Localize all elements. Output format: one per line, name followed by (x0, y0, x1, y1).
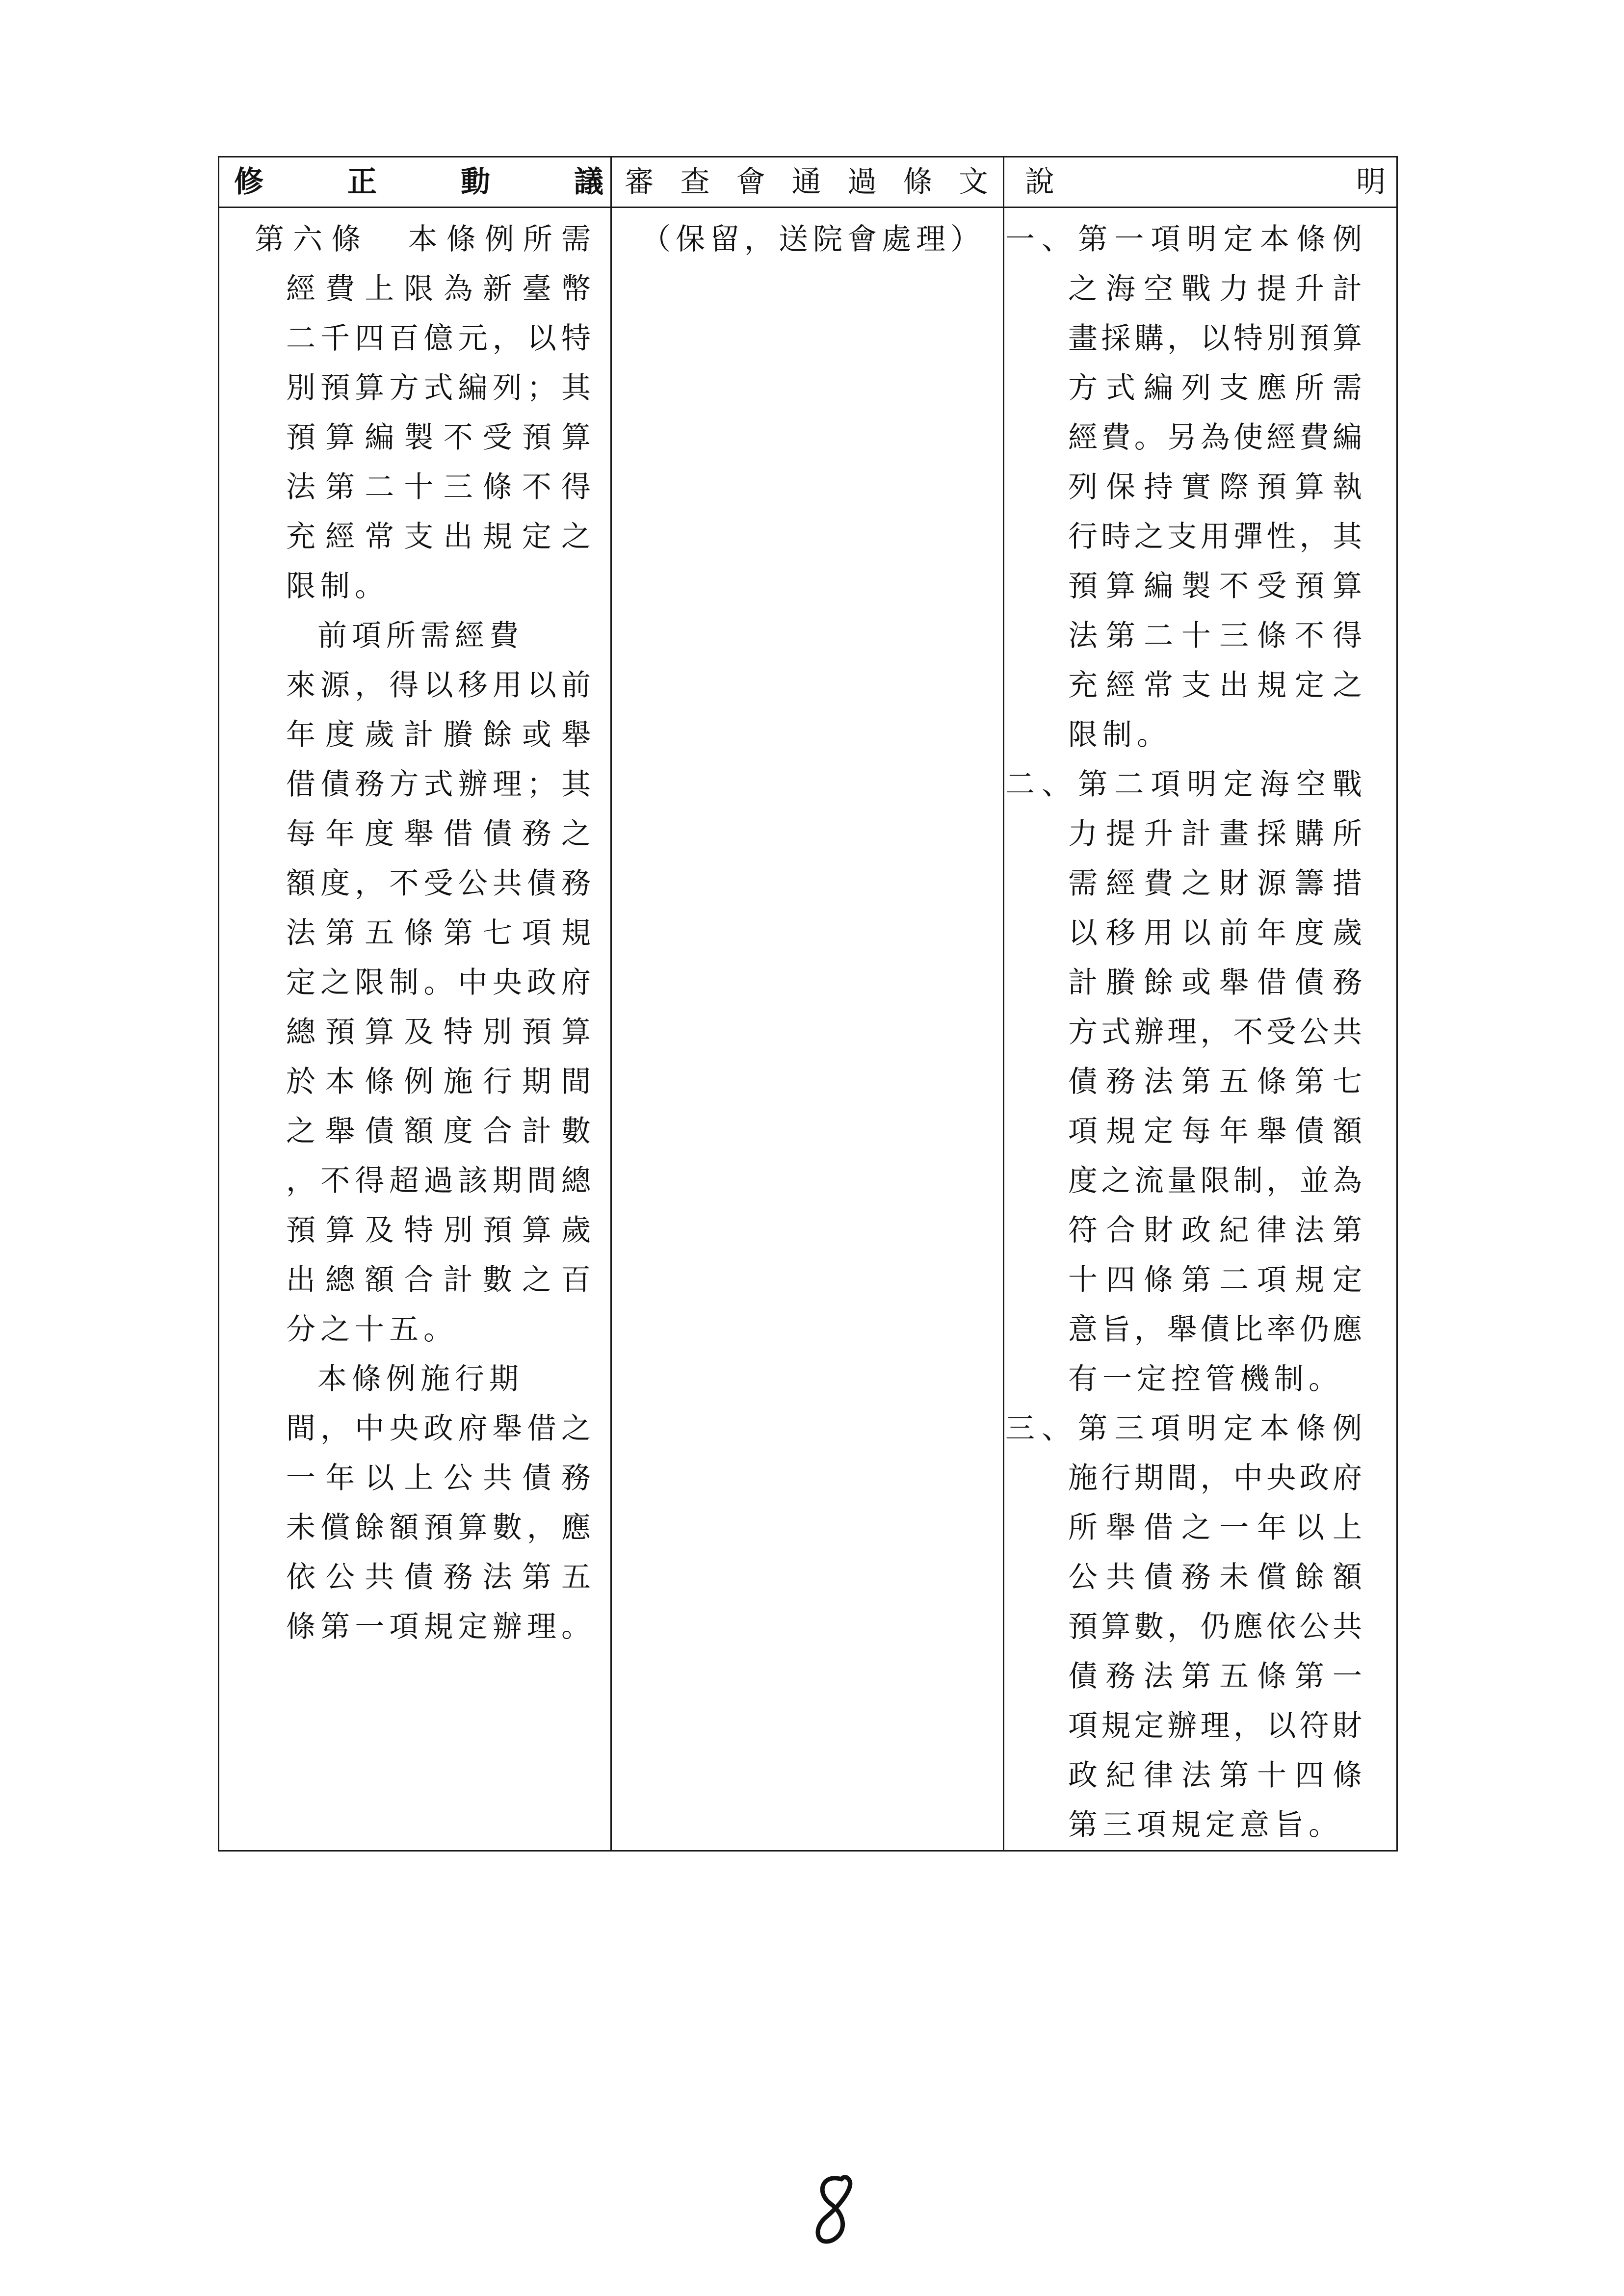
header-char: 會 (736, 165, 765, 199)
text-line: 列保持實際預算執 (1068, 470, 1362, 504)
text-line: 法第二十三條不得 (286, 470, 591, 504)
page-number-glyph (807, 2173, 861, 2247)
text-line: 預算編製不受預算 (286, 420, 591, 455)
text-line: 預算及特別預算歲 (286, 1213, 591, 1248)
text-line: 充經常支出規定之 (286, 520, 591, 554)
text-line: 三、第三項明定本條例 (1005, 1411, 1362, 1446)
header-char: 通 (791, 165, 821, 199)
text-line: 需經費之財源籌措 (1068, 866, 1362, 901)
text-line: 每年度舉借債務之 (286, 817, 591, 851)
header-char: 正 (347, 165, 377, 199)
text-line: 所舉借之一年以上 (1068, 1511, 1362, 1545)
text-line: （保留，送院會處理） (641, 222, 985, 257)
amendment-motion-cell (219, 208, 611, 1851)
header-char: 過 (847, 165, 877, 199)
text-line: 間，中央政府舉借之 (286, 1411, 591, 1446)
text-line: 法第五條第七項規 (286, 916, 591, 950)
header-char: 條 (903, 165, 933, 199)
text-line: 畫採購，以特別預算 (1068, 321, 1362, 356)
text-line: ，不得超過該期間總 (286, 1164, 591, 1198)
text-line: 額度，不受公共債務 (286, 866, 591, 901)
text-line: 前項所需經費 (317, 619, 524, 653)
text-line: 項規定辦理，以符財 (1068, 1709, 1362, 1743)
explanation-cell (1004, 208, 1397, 1851)
text-line: 借債務方式辦理；其 (286, 767, 591, 802)
header-char: 文 (959, 165, 988, 199)
header-char: 議 (574, 165, 603, 199)
text-line: 預算編製不受預算 (1068, 569, 1362, 603)
text-line: 力提升計畫採購所 (1068, 817, 1362, 851)
text-line: 施行期間，中央政府 (1068, 1461, 1362, 1495)
text-line: 充經常支出規定之 (1068, 668, 1362, 703)
header-char: 查 (680, 165, 710, 199)
text-line: 預算數，仍應依公共 (1068, 1610, 1362, 1644)
text-line: 度之流量限制，並為 (1068, 1164, 1362, 1198)
header-char: 審 (625, 165, 654, 199)
text-line: 二千四百億元，以特 (286, 321, 591, 356)
text-line: 本條例施行期 (317, 1362, 524, 1396)
text-line: 來源，得以移用以前 (286, 668, 591, 703)
header-char: 修 (234, 165, 263, 199)
text-line: 出總額合計數之百 (286, 1263, 591, 1297)
committee-text (612, 208, 1003, 264)
header-explanation (1004, 157, 1397, 208)
text-line: 依公共債務法第五 (286, 1560, 591, 1594)
text-line: 二、第二項明定海空戰 (1005, 767, 1362, 802)
text-line: 別預算方式編列；其 (286, 371, 591, 405)
text-line: 條第一項規定辦理。 (286, 1610, 591, 1644)
text-line: 限制。 (286, 569, 389, 603)
header-committee-text (611, 157, 1004, 208)
text-line: 有一定控管機制。 (1068, 1362, 1343, 1396)
text-line: 以移用以前年度歲 (1068, 916, 1362, 950)
text-line: 之舉債額度合計數 (286, 1114, 591, 1148)
text-line: 項規定每年舉債額 (1068, 1114, 1362, 1148)
header-char: 動 (461, 165, 490, 199)
header-char: 明 (1356, 165, 1386, 199)
table-body-row (219, 208, 1397, 1851)
text-line: 於本條例施行期間 (286, 1065, 591, 1099)
text-line: 一、第一項明定本條例 (1005, 222, 1362, 257)
text-line: 一年以上公共債務 (286, 1461, 591, 1495)
text-line: 限制。 (1068, 718, 1171, 752)
text-line: 符合財政紀律法第 (1068, 1213, 1362, 1248)
text-line: 之海空戰力提升計 (1068, 272, 1362, 306)
text-line: 未償餘額預算數，應 (286, 1511, 591, 1545)
committee-text-cell (611, 208, 1004, 1851)
text-line: 分之十五。 (286, 1312, 458, 1347)
text-line: 意旨，舉債比率仍應 (1068, 1312, 1362, 1347)
text-line: 經費。另為使經費編 (1068, 420, 1362, 455)
handwritten-page-number (807, 2173, 861, 2247)
amendment-motion-text (219, 208, 610, 1652)
text-line: 計賸餘或舉借債務 (1068, 965, 1362, 1000)
text-line: 政紀律法第十四條 (1068, 1758, 1362, 1793)
text-line: 第六條 本條例所需 (255, 222, 591, 257)
text-line: 債務法第五條第七 (1068, 1065, 1362, 1099)
text-line: 總預算及特別預算 (286, 1015, 591, 1049)
text-line: 方式辦理，不受公共 (1068, 1015, 1362, 1049)
text-line: 第三項規定意旨。 (1068, 1808, 1343, 1842)
text-line: 十四條第二項規定 (1068, 1263, 1362, 1297)
header-amendment-motion (219, 157, 611, 208)
table-header-row (219, 157, 1397, 208)
text-line: 債務法第五條第一 (1068, 1659, 1362, 1694)
text-line: 法第二十三條不得 (1068, 619, 1362, 653)
text-line: 行時之支用彈性，其 (1068, 520, 1362, 554)
text-line: 公共債務未償餘額 (1068, 1560, 1362, 1594)
text-line: 方式編列支應所需 (1068, 371, 1362, 405)
header-char: 說 (1025, 165, 1054, 199)
text-line: 定之限制。中央政府 (286, 965, 591, 1000)
comparison-table (218, 156, 1398, 1852)
text-line: 年度歲計賸餘或舉 (286, 718, 591, 752)
explanation-text (1004, 208, 1396, 1850)
text-line: 經費上限為新臺幣 (286, 272, 591, 306)
